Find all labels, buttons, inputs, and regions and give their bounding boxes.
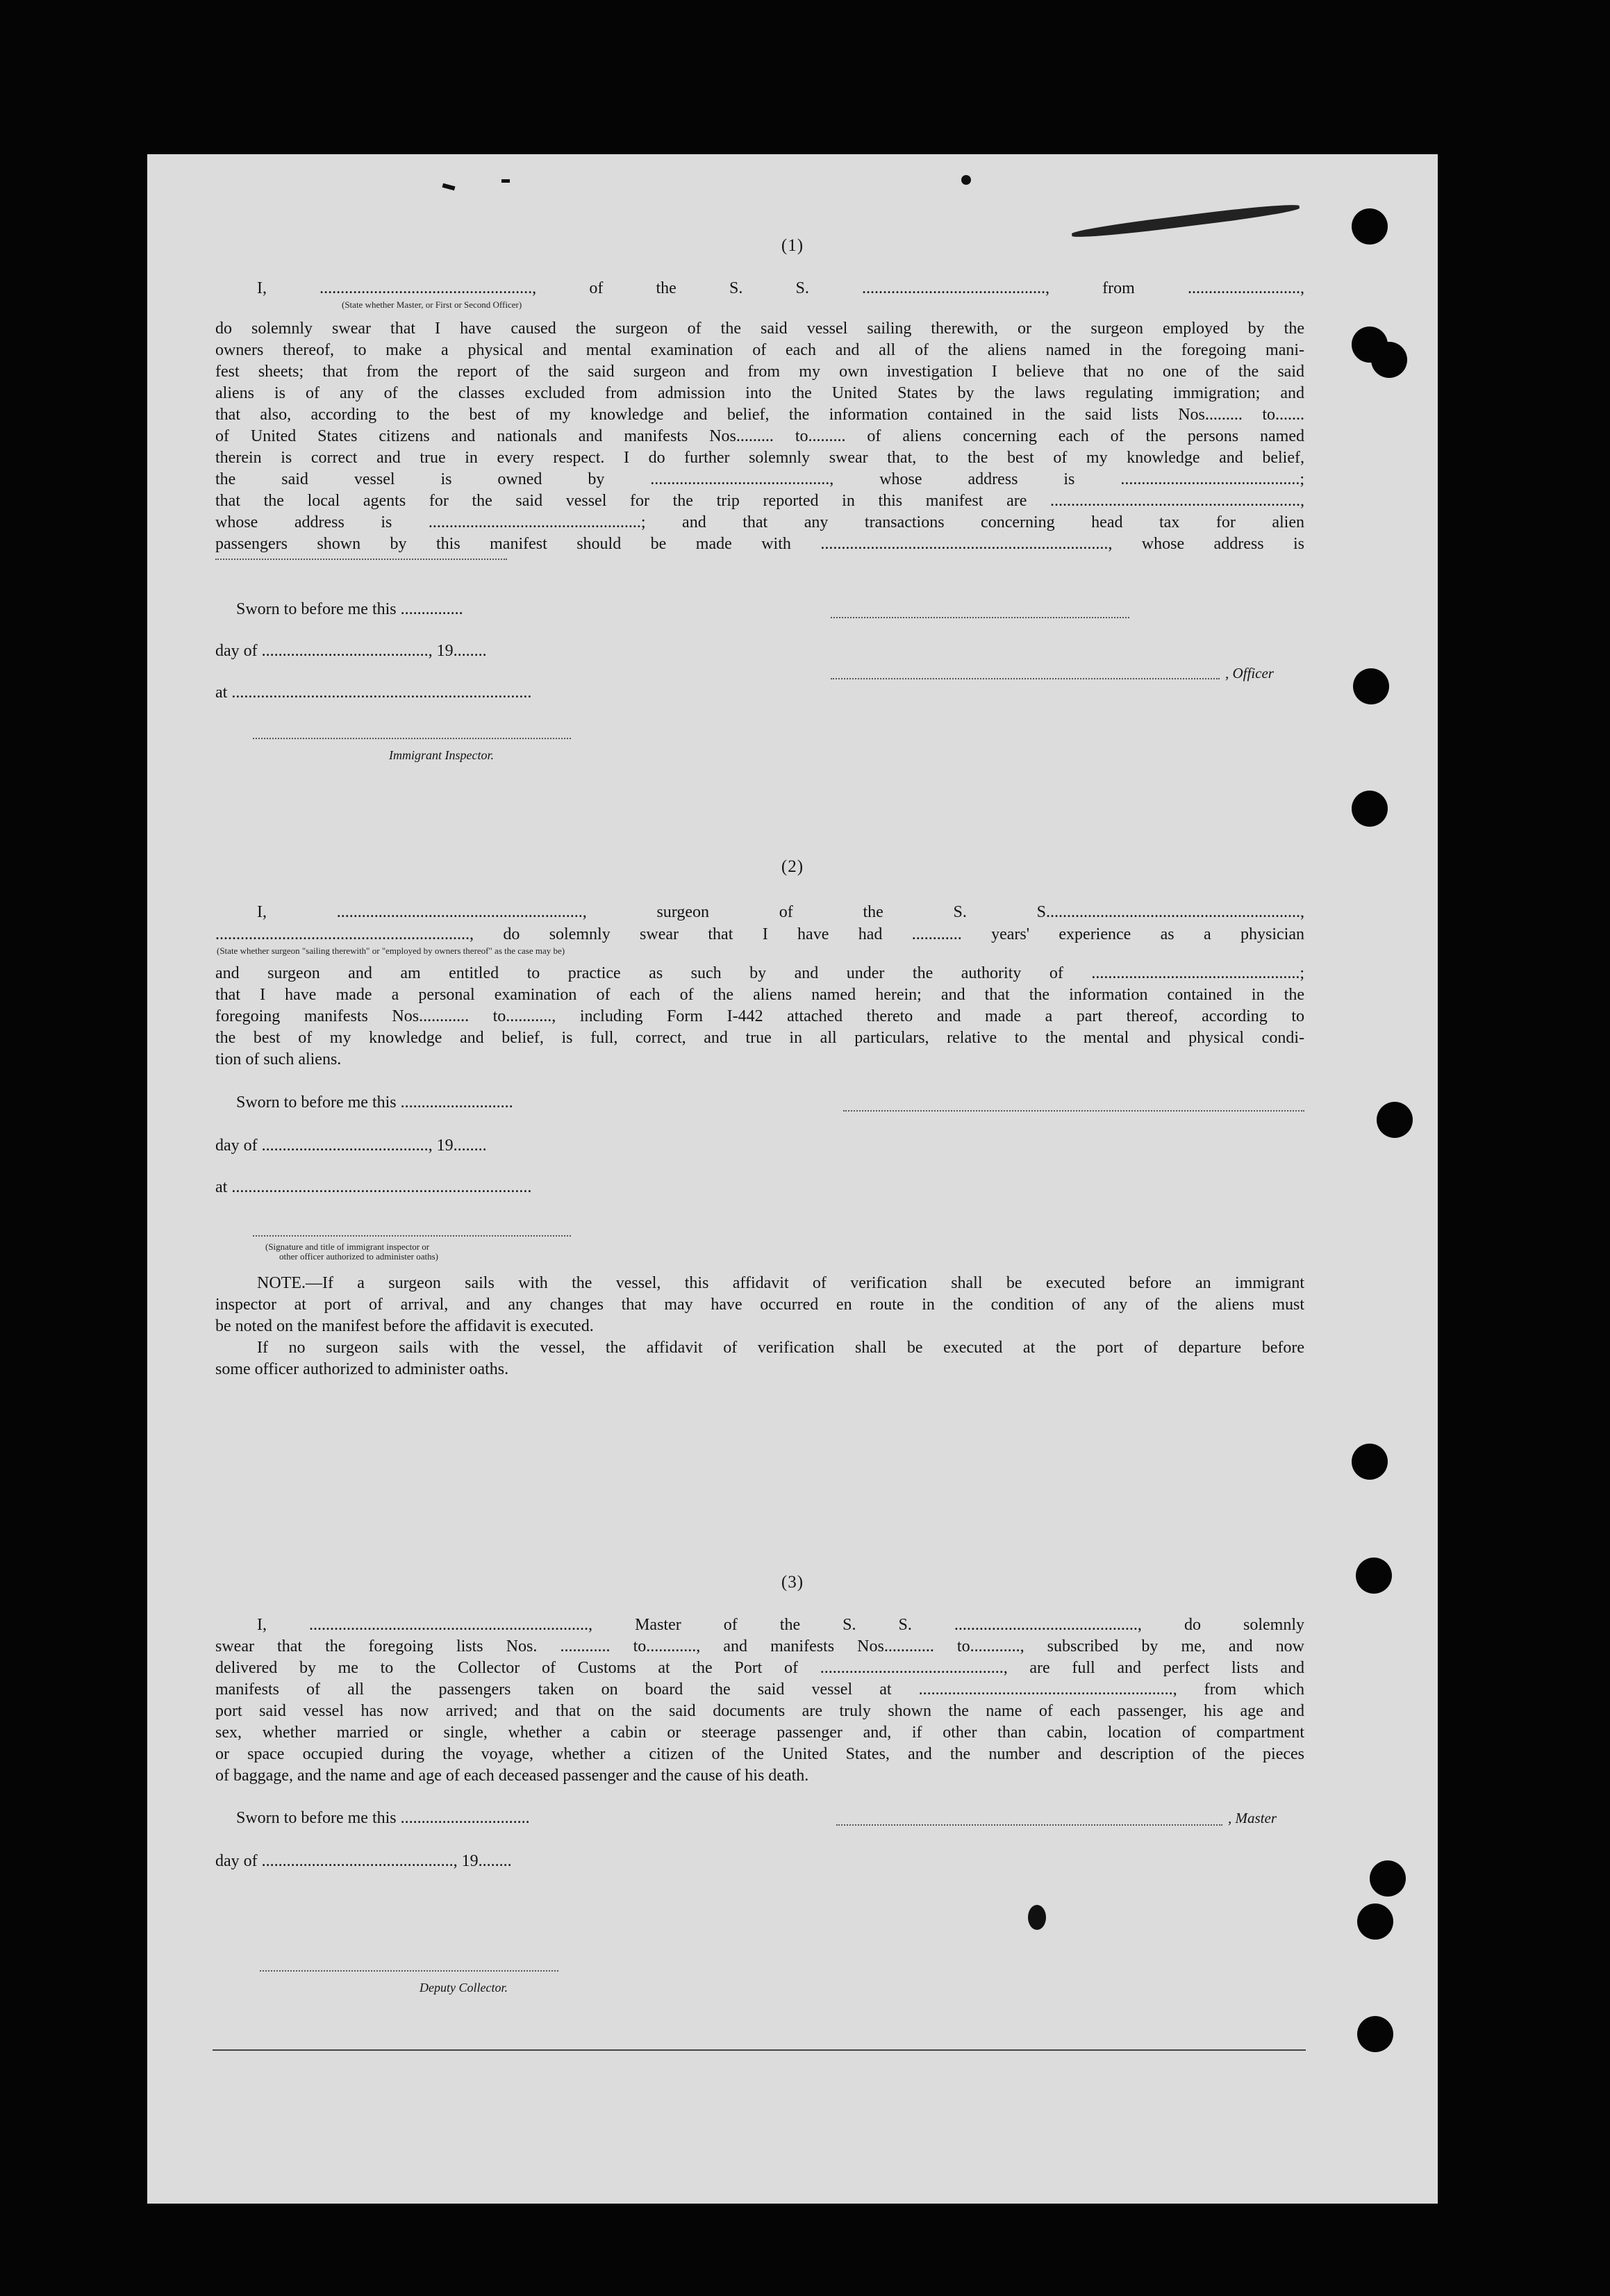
section-1-line: that also, according to the best of my knowledge and belief, the information contained in the said lists Nos......... to....... xyxy=(215,406,1304,424)
section-3-line: sex, whether married or single, whether a cabin or steerage passenger and, if other than cabin, location of compartment xyxy=(215,1724,1304,1742)
master-label: , Master xyxy=(1228,1810,1277,1826)
sworn-line: Sworn to before me this ............... xyxy=(236,600,463,618)
ink-mark xyxy=(1028,1905,1046,1930)
signature-caption: other officer authorized to administer oaths) xyxy=(279,1251,438,1262)
section-1-line: the said vessel is owned by ..........................................., whose address is ...........................................; xyxy=(215,470,1304,488)
section-1-line: owners thereof, to make a physical and mental examination of each and all of the aliens named in the foregoing mani- xyxy=(215,341,1304,359)
bottom-divider xyxy=(213,2049,1306,2051)
punch-hole-icon xyxy=(1371,342,1407,378)
continuation-rule xyxy=(215,559,507,560)
day-line: day of ........................................, 19........ xyxy=(215,1137,487,1155)
section-1-line: whose address is ...................................................; and that any transactions concerning head tax for alien xyxy=(215,513,1304,531)
section-1-caption: (State whether Master, or First or Second Officer) xyxy=(342,299,522,310)
officer-label: , Officer xyxy=(1225,665,1274,682)
section-3-line: port said vessel has now arrived; and that on the said documents are truly shown the name of each passenger, his age and xyxy=(215,1702,1304,1720)
section-1-line: aliens is of any of the classes excluded from admission into the United States by the laws regulating immigration; and xyxy=(215,384,1304,402)
section-2-line: ............................................................., do solemnly swear that I have had ............ years' experience as a physician xyxy=(215,925,1304,943)
inspector-label: Immigrant Inspector. xyxy=(389,748,494,762)
punch-hole-icon xyxy=(1377,1102,1413,1138)
sworn-line: Sworn to before me this ........................... xyxy=(236,1093,513,1112)
section-3-line: of baggage, and the name and age of each deceased passenger and the cause of his death. xyxy=(215,1767,809,1785)
collector-label: Deputy Collector. xyxy=(420,1981,508,1994)
day-line: day of ........................................, 19........ xyxy=(215,642,487,660)
punch-hole-icon xyxy=(1370,1860,1406,1897)
note-line: NOTE.—If a surgeon sails with the vessel, this affidavit of verification shall be executed before an immigrant xyxy=(257,1274,1304,1292)
section-2-opening-line: I, ..........................................................., surgeon of the S. S............................................................., xyxy=(257,903,1304,921)
signature-caption: (Signature and title of immigrant inspector or xyxy=(265,1241,430,1252)
section-1-line: therein is correct and true in every respect. I do further solemnly swear that, to the best of my knowledge and belief, xyxy=(215,449,1304,467)
section-3-number: (3) xyxy=(781,1573,804,1592)
section-1-line: that the local agents for the said vessel for the trip reported in this manifest are ............................................................, xyxy=(215,492,1304,510)
note-line: some officer authorized to administer oaths. xyxy=(215,1360,509,1378)
inspector-signature-line xyxy=(253,738,571,739)
section-1-line: passengers shown by this manifest should be made with ....................................................................., whose address is xyxy=(215,535,1304,553)
section-1-number: (1) xyxy=(781,236,804,255)
section-1-opening-line: I, ..................................................., of the S. S. ............................................, from ..........................., xyxy=(257,279,1304,297)
signature-line xyxy=(843,1088,1304,1112)
at-line: at ........................................................................ xyxy=(215,684,532,702)
punch-hole-icon xyxy=(1352,1444,1388,1480)
section-2-line: and surgeon and am entitled to practice as such by and under the authority of ..................................................; xyxy=(215,964,1304,982)
pen-scribble-icon xyxy=(1071,201,1300,240)
note-line: If no surgeon sails with the vessel, the affidavit of verification shall be executed at the port of departure before xyxy=(257,1339,1304,1357)
master-signature-line xyxy=(836,1824,1222,1826)
punch-hole-icon xyxy=(1352,791,1388,827)
signature-line xyxy=(831,595,1129,618)
section-2-line: the best of my knowledge and belief, is full, correct, and true in all particulars, relative to the mental and physical condi- xyxy=(215,1029,1304,1047)
section-2-number: (2) xyxy=(781,857,804,876)
section-3-opening-line: I, ..................................................................., Master of the S. S. ............................................, do solemnly xyxy=(257,1616,1304,1634)
sworn-line: Sworn to before me this ............................... xyxy=(236,1809,530,1827)
note-line: be noted on the manifest before the affidavit is executed. xyxy=(215,1317,594,1335)
note-line: inspector at port of arrival, and any changes that may have occurred en route in the condition of any of the aliens must xyxy=(215,1296,1304,1314)
section-3-line: or space occupied during the voyage, whether a citizen of the United States, and the number and description of the pieces xyxy=(215,1745,1304,1763)
punch-hole-icon xyxy=(1357,1903,1393,1940)
ink-mark xyxy=(442,183,456,190)
section-1-line: of United States citizens and nationals and manifests Nos......... to......... of aliens concerning each of the persons named xyxy=(215,427,1304,445)
inspector-signature-line xyxy=(253,1235,571,1237)
ink-mark xyxy=(501,179,510,183)
section-2-caption: (State whether surgeon "sailing therewith" or "employed by owners thereof" as the case may be) xyxy=(217,945,565,956)
punch-hole-icon xyxy=(1357,2016,1393,2052)
ink-mark xyxy=(961,175,971,185)
at-line: at ........................................................................ xyxy=(215,1178,532,1196)
day-line: day of .............................................., 19........ xyxy=(215,1852,512,1870)
section-3-line: swear that the foregoing lists Nos. ............ to............, and manifests Nos............ to............, subscribed by me, and now xyxy=(215,1637,1304,1655)
section-2-line: foregoing manifests Nos............ to..........., including Form I-442 attached thereto and made a part thereof, according to xyxy=(215,1007,1304,1025)
section-2-line: tion of such aliens. xyxy=(215,1050,342,1068)
section-3-line: manifests of all the passengers taken on board the said vessel at ............................................................., from which xyxy=(215,1680,1304,1699)
section-3-line: delivered by me to the Collector of Customs at the Port of ............................................, are full and perfect lists and xyxy=(215,1659,1304,1677)
section-1-line: do solemnly swear that I have caused the surgeon of the said vessel sailing therewith, or the surgeon employed by the xyxy=(215,320,1304,338)
section-1-line: fest sheets; that from the report of the said surgeon and from my own investigation I believe that no one of the said xyxy=(215,363,1304,381)
section-2-line: that I have made a personal examination of each of the aliens named herein; and that the information contained in the xyxy=(215,986,1304,1004)
punch-hole-icon xyxy=(1353,668,1389,704)
collector-signature-line xyxy=(260,1970,558,1972)
officer-signature-line xyxy=(831,678,1220,679)
manifest-page xyxy=(147,154,1438,2204)
